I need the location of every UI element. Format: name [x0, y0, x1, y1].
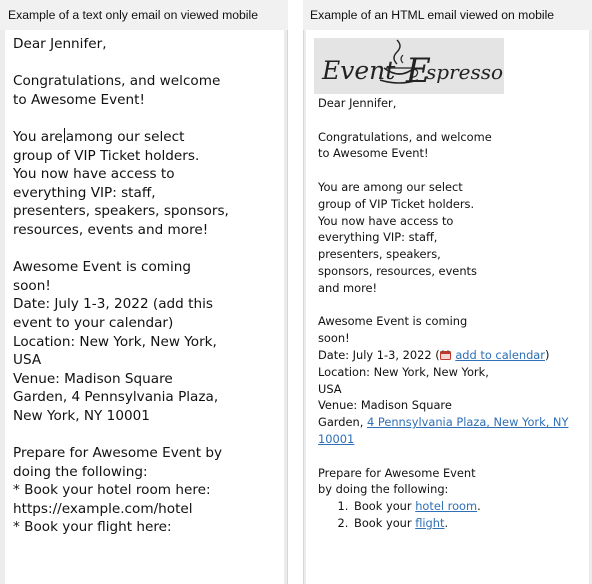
coming-line: soon! — [318, 331, 350, 346]
step-prefix: Book your — [354, 515, 416, 530]
list-item — [352, 515, 581, 532]
vip-line: everything VIP: staff, — [318, 230, 438, 245]
text-email-body — [13, 35, 274, 537]
prepare-line: doing the following: — [13, 463, 148, 480]
detail-line: Venue: Madison Square — [13, 370, 173, 387]
vip-line: presenters, speakers, sponsors, — [13, 203, 229, 220]
vip-line: sponsors, resources, events — [318, 263, 477, 278]
logo-icon — [314, 38, 504, 94]
location-line: USA — [318, 381, 342, 396]
vip-line: group of VIP Ticket holders. — [13, 147, 200, 164]
text-cursor — [64, 128, 65, 143]
detail-line: USA — [13, 352, 42, 369]
salutation: Dear Jennifer, — [318, 96, 397, 110]
step-prefix: Book your — [354, 499, 416, 514]
vip-line — [13, 128, 274, 147]
welcome-line: to Awesome Event! — [13, 91, 145, 108]
detail-line: Awesome Event is coming — [13, 259, 192, 276]
detail-line: New York, NY 10001 — [13, 407, 150, 424]
prepare-line: * Book your flight here: — [13, 519, 172, 536]
vip-line-start: You are — [13, 128, 63, 145]
html-email-heading: Example of an HTML email viewed on mobile — [303, 0, 592, 30]
svg-text:E: E — [406, 51, 431, 91]
vip-line: You now have access to — [318, 213, 454, 228]
vip-line-end: among our select — [65, 128, 185, 145]
venue-prefix: Garden, — [318, 415, 367, 430]
mobile-screen[interactable] — [306, 30, 589, 584]
date-suffix: ) — [544, 347, 550, 362]
detail-line: soon! — [13, 277, 51, 294]
location-line: Location: New York, New York, — [318, 364, 489, 379]
event-espresso-logo — [314, 38, 504, 94]
vip-line: You are among our select — [318, 179, 463, 194]
prepare-line: by doing the following: — [318, 482, 449, 497]
text-email-example — [0, 0, 288, 536]
detail-line: Location: New York, New York, — [13, 333, 217, 350]
vip-line: resources, events and more! — [13, 221, 209, 238]
prepare-line: Prepare for Awesome Event by — [13, 445, 223, 462]
calendar-icon — [440, 350, 451, 360]
mobile-frame — [0, 30, 288, 584]
vip-line: everything VIP: staff, — [13, 184, 156, 201]
svg-text:Event: Event — [322, 56, 396, 85]
welcome-line: to Awesome Event! — [318, 146, 429, 161]
vip-line: and more! — [318, 280, 378, 295]
step-suffix: . — [444, 515, 449, 530]
welcome-line: Congratulations, and welcome — [318, 129, 492, 144]
steps-list — [318, 498, 581, 532]
mobile-screen[interactable] — [5, 30, 284, 584]
detail-line: Garden, 4 Pennsylvania Plaza, — [13, 389, 219, 406]
detail-line: Date: July 1-3, 2022 (add this — [13, 296, 213, 313]
html-email-body — [318, 95, 581, 532]
venue-line: Venue: Madison Square — [318, 398, 452, 413]
step-suffix: . — [477, 499, 481, 514]
text-email-heading: Example of a text only email on viewed mobile — [0, 0, 288, 30]
vip-line: You now have access to — [13, 166, 175, 183]
prepare-line: Prepare for Awesome Event — [318, 465, 476, 480]
mobile-frame — [303, 30, 592, 584]
date-line — [318, 347, 581, 364]
venue-line — [318, 414, 581, 448]
welcome-line: Congratulations, and welcome — [13, 73, 221, 90]
list-item — [352, 498, 581, 515]
prepare-line: https://example.com/hotel — [13, 500, 193, 517]
add-to-calendar-link[interactable]: add to calendar — [455, 347, 545, 362]
vip-line: presenters, speakers, — [318, 247, 441, 262]
flight-link[interactable]: flight — [415, 515, 445, 530]
detail-line: event to your calendar) — [13, 314, 174, 331]
hotel-room-link[interactable]: hotel room — [415, 499, 478, 514]
html-email-example — [303, 0, 592, 530]
svg-text:spresso: spresso — [426, 60, 504, 84]
prepare-line: * Book your hotel room here: — [13, 482, 211, 499]
vip-line: group of VIP Ticket holders. — [318, 196, 475, 211]
date-prefix: Date: July 1-3, 2022 ( — [318, 347, 440, 362]
salutation: Dear Jennifer, — [13, 36, 107, 52]
venue-address-link[interactable]: 4 Pennsylvania Plaza, New York, NY 10001 — [318, 415, 569, 446]
coming-line: Awesome Event is coming — [318, 314, 468, 329]
